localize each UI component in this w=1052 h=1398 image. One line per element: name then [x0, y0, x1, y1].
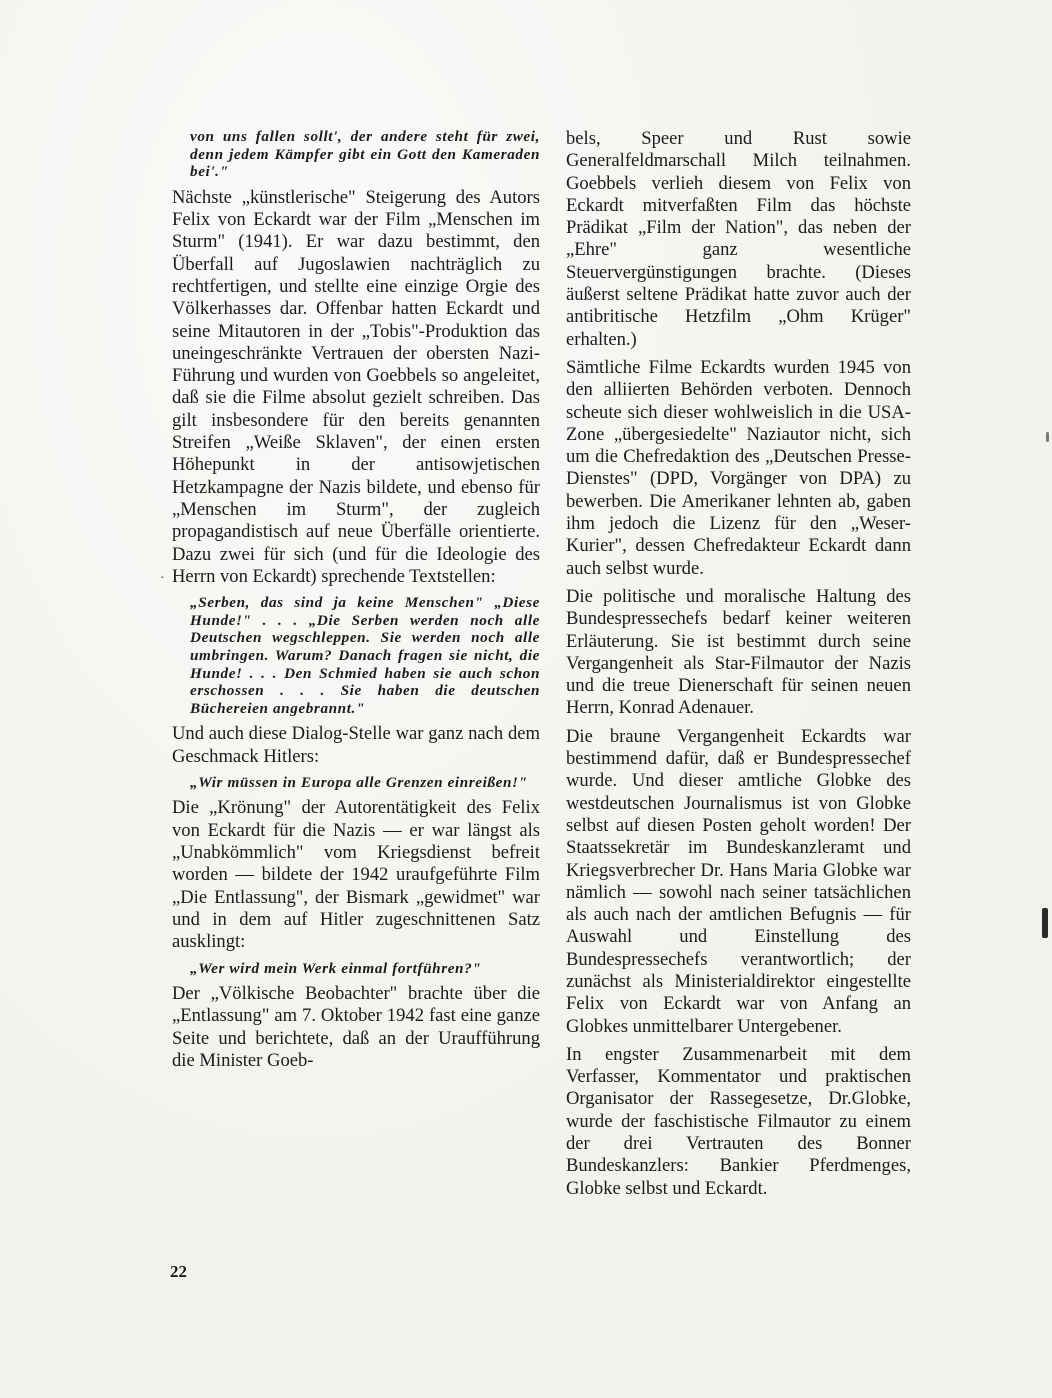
- paragraph: bels, Speer und Rust sowie Generalfeldmarschall Milch teilnahmen. Goebbels verlieh diesem von Felix von Eckardt mitverfaßten Film das höchste Prädikat „Film der Nation", das neben der „Ehre" ganz wesentliche Steuervergünstigungen brachte. (Dieses äußerst seltene Prädikat hatte zuvor auch der antibritische Hetzfilm „Ohm Krüger" erhalten.): [566, 128, 911, 350]
- paragraph: Die politische und moralische Haltung des Bundespressechefs bedarf keiner weiteren Erläuterung. Sie ist bestimmt durch seine Vergangenheit als Star-Filmautor der Nazis und die treue Dienerschaft für seinen neuen Herrn, Konrad Adenauer.: [566, 585, 911, 719]
- paragraph: Und auch diese Dialog-Stelle war ganz nach dem Geschmack Hitlers:: [172, 723, 540, 767]
- quote-block: „Wer wird mein Werk einmal fortführen?": [190, 959, 482, 977]
- paragraph: Nächste „künstlerische" Steigerung des Autors Felix von Eckardt war der Film „Menschen im Sturm" (1941). Er war dazu bestimmt, den Überfall auf Jugoslawien nachträglich zu rechtfertigen, und stellte eine einzige Orgie des Völkerhasses dar. Offenbar hatten Eckardt und seine Mitautoren in der „Tobis"-Produktion das uneingeschränkte Vertrauen der obersten Nazi-Führung und wurden von Goebbels so angeleitet, daß sie die Filme absolut gezielt schreiben. Das gilt insbesondere für den bereits genannten Streifen „Weiße Sklaven", der einen ersten Höhepunkt in der antisowjetischen Hetzkampagne der Nazis bildete, und ebenso für „Menschen im Sturm", der zugleich propagandistisch auf neue Überfälle orientierte. Dazu zwei für sich (und für die Ideologie des Herrn von Eckardt) sprechende Textstellen:: [172, 186, 540, 587]
- scan-edge-mark: [1042, 908, 1048, 938]
- page-number: 22: [170, 1262, 187, 1281]
- paragraph: Die „Krönung" der Autorentätigkeit des Felix von Eckardt für die Nazis — er war längst als „Unabkömmlich" vom Kriegsdienst befreit worden — bildete der 1942 uraufgeführte Film „Die Entlassung", der Bismark „gewidmet" war und in dem auf Hitler zugeschnittenen Satz ausklingt:: [172, 797, 540, 953]
- scan-speck: ·: [160, 571, 165, 586]
- quote-block: „Serben, das sind ja keine Menschen" „Diese Hunde!" . . . „Die Serben werden noch alle Deutschen wegschleppen. Sie werden noch alle umbringen. Warum? Danach fragen sie nicht, die Hunde! . . . Den Schmied haben sie auch schon erschossen . . . Sie haben die deutschen Büchereien angebrannt.": [190, 594, 540, 717]
- paragraph: Die braune Vergangenheit Eckardts war bestimmend dafür, daß er Bundespressechef wurde. Und dieser amtliche Globke des westdeutschen Journalismus ist von Globke selbst auf diesen Posten geholt worden! Der Staatssekretär im Bundeskanzleramt und Kriegsverbrecher Dr. Hans Maria Globke war nämlich — sowohl nach seiner tatsächlichen als auch nach der amtlichen Befugnis — für Auswahl und Einstellung des Bundespressechefs verantwortlich; der zunächst als Ministerialdirektor eingestellte Felix von Eckardt war von Anfang an Globkes unmittelbarer Untergebener.: [566, 725, 911, 1037]
- left-column: [172, 128, 540, 1078]
- quote-block: „Wir müssen in Europa alle Grenzen einreißen!": [190, 773, 528, 791]
- right-column: [566, 128, 911, 1206]
- scan-edge-mark: [1046, 432, 1049, 442]
- paragraph: In engster Zusammenarbeit mit dem Verfasser, Kommentator und praktischen Organisator der Rassegesetze, Dr.Globke, wurde der faschistische Filmautor zu einem der drei Vertrauten des Bonner Bundeskanzlers: Bankier Pferdmenges, Globke selbst und Eckardt.: [566, 1043, 911, 1199]
- quote-block: von uns fallen sollt', der andere steht für zwei, denn jedem Kämpfer gibt ein Gott den Kameraden bei'.": [190, 128, 540, 181]
- paragraph: Der „Völkische Beobachter" brachte über die „Entlassung" am 7. Oktober 1942 fast eine ganze Seite und berichtete, daß an der Uraufführung die Minister Goeb-: [172, 983, 540, 1072]
- paragraph: Sämtliche Filme Eckardts wurden 1945 von den alliierten Behörden verboten. Dennoch scheute sich dieser wohlweislich in die USA-Zone „übergesiedelte" Naziautor nicht, sich um die Chefredaktion des „Deutschen Presse-Dienstes" (DPD, Vorgänger von DPA) zu bewerben. Die Amerikaner lehnten ab, gaben ihm jedoch die Lizenz für den „Weser-Kurier", dessen Chefredakteur Eckardt dann auch selbst wurde.: [566, 356, 911, 579]
